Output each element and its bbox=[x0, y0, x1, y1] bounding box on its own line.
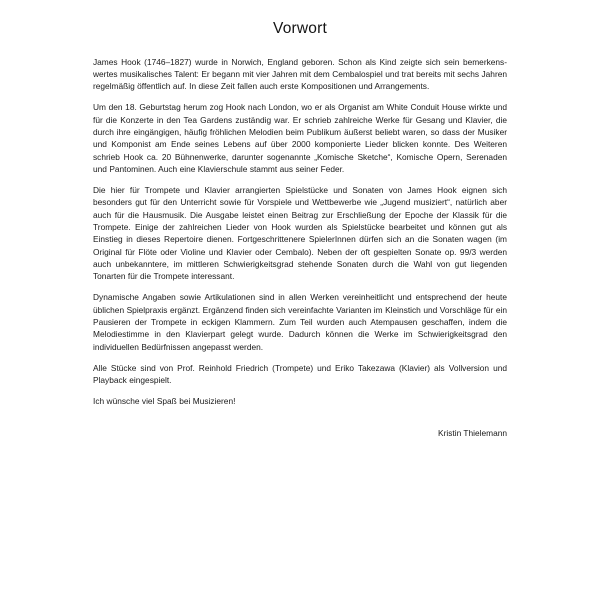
paragraph: Ich wünsche viel Spaß bei Musizieren! bbox=[93, 395, 236, 406]
paragraph: Dynamische Angaben sowie Artikulationen sind in allen Werken vereinheitlicht und entsprechend der heute üblichen Spielpraxis ergänzt. Ergänzend finden sich vereinfachte Varianten im Kleinstich und Vorschläge für ein Pausieren der Trompete in eckigen Klammern. Zum Teil wurden auch Atempausen geschaffen, indem die Melodiestimme in den Klavierpart gelegt wurde. Dadurch können die Werke im Schwierigkeitsgrad den individuellen Bedürfnissen angepasst werden. bbox=[93, 292, 507, 352]
page-title: Vorwort bbox=[273, 20, 327, 37]
paragraph: Um den 18. Geburtstag herum zog Hook nach London, wo er als Organist am White Conduit House wirkte und für die Konzerte in den Tea Gardens zuständig war. Er schrieb zahlreiche Werke für Gesang und Klavier, die durch ihre eingängigen, häufig fröhlichen Melodien beim Publikum äußerst beliebt waren, so dass der Musiker und Komponist am Ende seines Lebens auf über 2000 komponierte Lieder blicken konnte. Des Weiteren schrieb Hook ca. 20 Bühnenwerke, darunter sogenannte „Komische Sketche“, Komische Opern, Serenaden und Pantominen. Auch eine Klavierschule stammt aus seiner Feder. bbox=[93, 102, 507, 174]
paragraph: Alle Stücke sind von Prof. Reinhold Friedrich (Trompete) und Eriko Takezawa (Klavier) als Vollversion und Playback eingespielt. bbox=[93, 362, 507, 385]
author-signature: Kristin Thielemann bbox=[438, 428, 507, 439]
document-body bbox=[93, 20, 507, 440]
paragraph: James Hook (1746–1827) wurde in Norwich, England geboren. Schon als Kind zeigte sich sein bemerkenswertes musikalisches Talent: Er begann mit vier Jahren mit dem Cembalospiel und trat bereits mit sechs Jahren regelmäßig öffentlich auf. In diese Zeit fallen auch erste Kompositionen und Arrangements. bbox=[93, 56, 507, 92]
paragraph: Die hier für Trompete und Klavier arrangierten Spielstücke und Sonaten von James Hook eignen sich besonders gut für den Unterricht sowie für Vorspiele und Wettbewerbe wie „Jugend musiziert“, natürlich aber auch für die Hausmusik. Die Ausgabe leistet einen Beitrag zur Erschließung der Epoche der Klassik für die Trompete. Einige der zahlreichen Lieder von Hook wurden als Spielstücke bearbeitet und können gut als Einstieg in dieses Repertoire dienen. Fortgeschrittenere SpielerInnen dürfen sich an die Sonaten wagen (im Original für Flöte oder Violine und Klavier oder Cembalo). Neben der oft gespielten Sonate op. 99/3 werden auch unbekanntere, im mittleren Schwierigkeitsgrad stehende Sonaten durch die Wahl von gut liegenden Tonarten für die Trompete interessant. bbox=[93, 184, 507, 282]
